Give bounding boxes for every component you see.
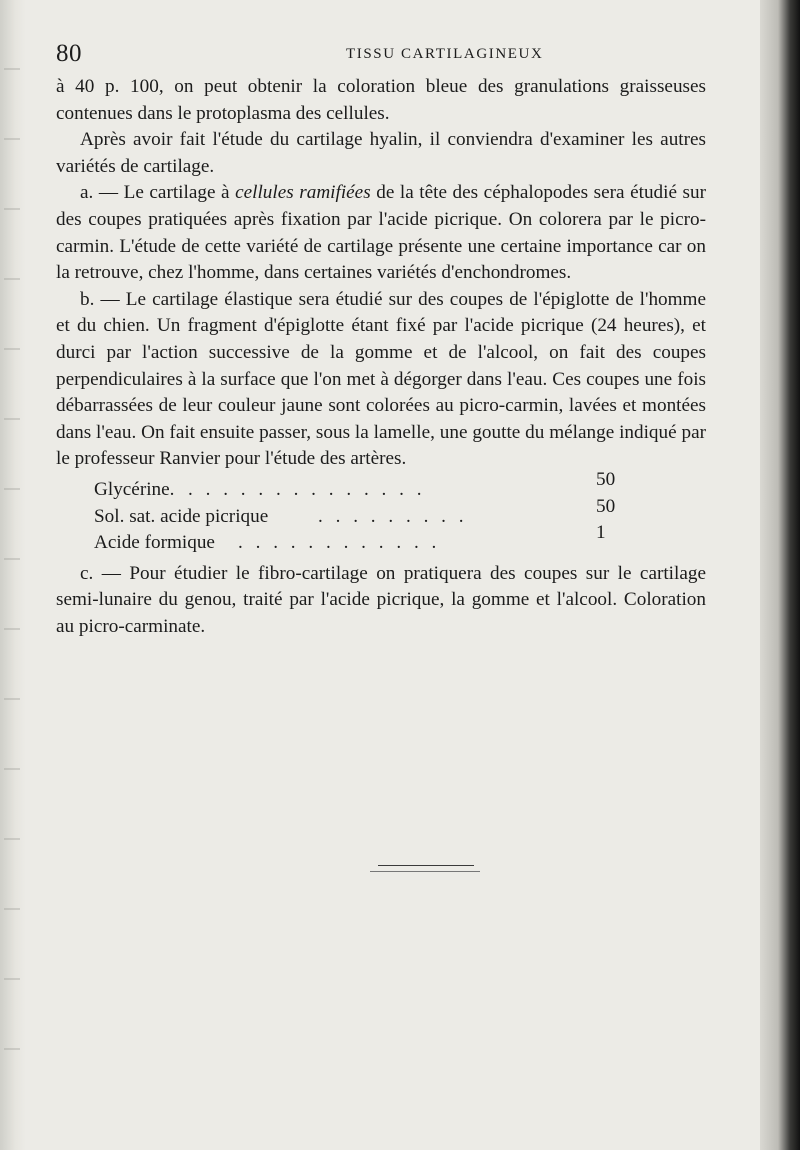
paragraph-a	[56, 180, 706, 286]
paragraph-a-emphasis: cellules ramifiées	[235, 182, 371, 204]
recipe-leader: . . . . . . . . . . . .	[238, 532, 441, 554]
edge-shadow-lines	[4, 30, 20, 1110]
paragraph-b-label: b. —	[80, 288, 126, 310]
paragraph-a-text: de la tête des céphalopodes sera étudié sur des coupes pratiquées après fixation par l'acide picrique. On colorera par le picro-carmin. L'étude de cette variété de cartilage présente une certaine importance car on la retrouve, chez l'homme, dans certaines variétés d'enchondromes.	[56, 182, 706, 284]
paragraph-c-text: Pour étudier le fibro-cartilage on pratiquera des coupes sur le cartilage semi-lunaire du genou, traité par l'acide picrique, la gomme et l'alcool. Coloration au picro-carminate.	[56, 562, 706, 637]
recipe-quantity: 1	[596, 522, 606, 544]
page-body	[56, 74, 706, 640]
book-spine	[760, 0, 800, 1150]
recipe-quantity: 50	[596, 495, 616, 517]
recipe-row	[56, 495, 706, 531]
paragraph-1: à 40 p. 100, on peut obtenir la coloration bleue des granulations graisseuses contenues dans le protoplasma des cellules.	[56, 76, 706, 124]
paragraph-a-lead: Le cartilage à	[123, 182, 236, 204]
recipe-leader: . . . . . . . . . . . . . .	[188, 478, 426, 500]
end-rule	[378, 865, 474, 866]
recipe-ingredient: Glycérine.	[94, 478, 175, 500]
paragraph-2: Après avoir fait l'étude du cartilage hyalin, il conviendra d'examiner les autres variétés de cartilage.	[56, 129, 706, 177]
end-rule-lower	[370, 871, 480, 872]
paragraph-c-label: c. —	[80, 562, 130, 584]
recipe-ingredient: Acide formique	[94, 532, 215, 554]
paragraph-c	[56, 561, 706, 641]
paragraph-a-label: a. —	[80, 182, 124, 204]
recipe-ingredient: Sol. sat. acide picrique	[94, 505, 269, 527]
page-left-edge	[0, 0, 26, 1150]
recipe-quantity: 50	[596, 468, 616, 490]
page-header	[56, 40, 676, 72]
paragraph-b-text: Le cartilage élastique sera étudié sur des coupes de l'épiglotte de l'homme et du chien. Un fragment d'épiglotte étant fixé par l'acide picrique (24 heures), et durci par l'action successive de la gomme et de l'alcool, on fait des coupes perpendiculaires à la surface que l'on met à dégorger dans l'eau. Ces coupes une fois débarrassées de leur couleur jaune sont colorées au picro-carmin, lavées et montées dans l'eau. On fait ensuite passer, sous la lamelle, une goutte du mélange indiqué par le professeur Ranvier pour l'étude des artères.	[56, 288, 707, 470]
recipe-row	[56, 522, 706, 557]
page-number: 80	[56, 40, 82, 67]
recipe-leader: . . . . . . . . .	[318, 505, 468, 527]
paragraph-b	[56, 287, 706, 473]
recipe-table	[56, 468, 706, 557]
running-title: TISSU CARTILAGINEUX	[346, 46, 544, 62]
